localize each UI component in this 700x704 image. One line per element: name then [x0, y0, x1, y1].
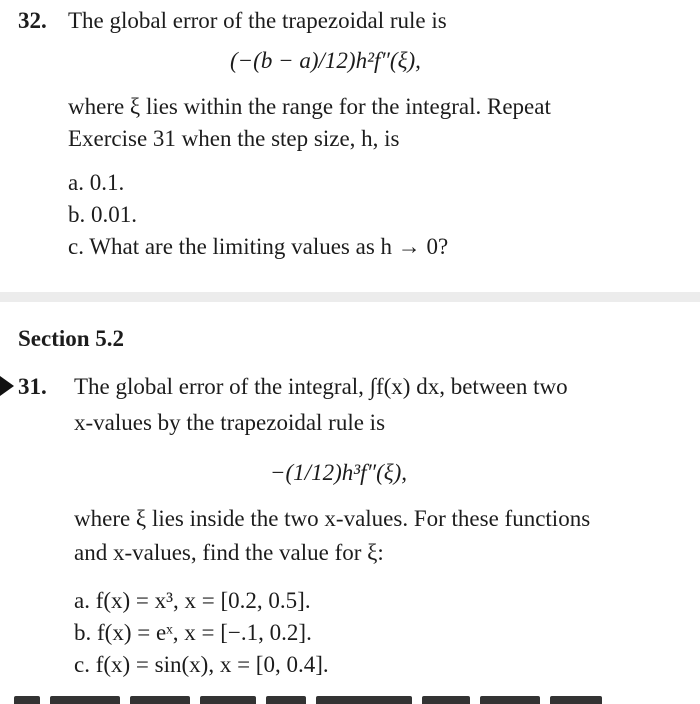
- section-title: Section 5.2: [18, 326, 125, 351]
- problem-32-number: 32.: [18, 8, 47, 33]
- section-divider: [0, 292, 700, 302]
- problem-31-line-3: where ξ lies inside the two x-values. For these functions: [74, 506, 591, 531]
- problem-31-item-b: b. f(x) = eˣ, x = [−.1, 0.2].: [74, 620, 312, 645]
- problem-31-formula: −(1/12)h³f″(ξ),: [270, 460, 408, 485]
- problem-31-line-1: The global error of the integral, ∫f(x) dx, between two: [74, 374, 568, 399]
- problem-32-formula: (−(b − a)/12)h²f″(ξ),: [230, 48, 421, 73]
- cutoff-text-fragment: [14, 690, 694, 704]
- problem-32-line-2: where ξ lies within the range for the integral. Repeat: [68, 94, 551, 119]
- problem-32-line-3: Exercise 31 when the step size, h, is: [68, 126, 400, 151]
- problem-31-number: 31.: [18, 374, 47, 399]
- problem-31-item-c: c. f(x) = sin(x), x = [0, 0.4].: [74, 652, 329, 677]
- exercise-marker-icon: [0, 376, 14, 396]
- problem-32-item-a: a. 0.1.: [68, 170, 125, 195]
- problem-31-line-2: x-values by the trapezoidal rule is: [74, 410, 386, 435]
- problem-31-item-a: a. f(x) = x³, x = [0.2, 0.5].: [74, 588, 311, 613]
- problem-32-item-c: c. What are the limiting values as h → 0?: [68, 234, 449, 259]
- problem-31-line-4: and x-values, find the value for ξ:: [74, 540, 384, 565]
- problem-32-item-b: b. 0.01.: [68, 202, 137, 227]
- problem-32-line-1: The global error of the trapezoidal rule is: [68, 8, 447, 33]
